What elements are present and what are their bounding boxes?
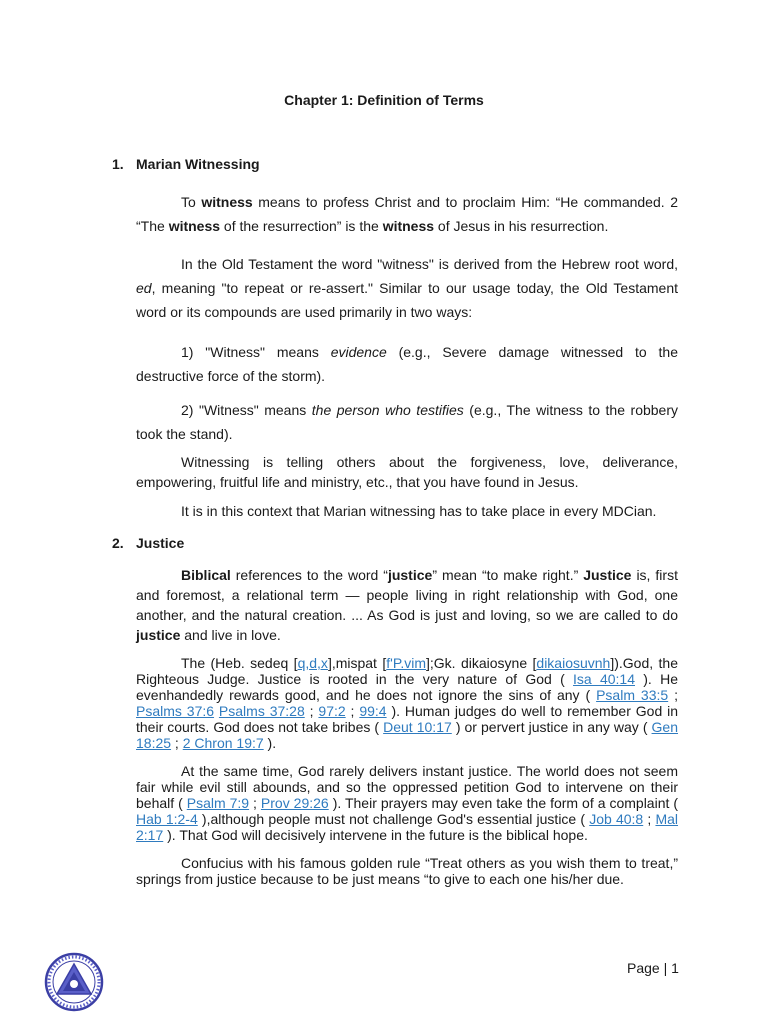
reference-link[interactable]: Isa 40:14 bbox=[573, 671, 635, 687]
section-number: 2. bbox=[112, 535, 124, 551]
paragraph-confucius: Confucius with his famous golden rule “Treat others as you wish them to treat,” springs from justice because to be just means “to give to each one his/her due. bbox=[136, 855, 678, 887]
paragraph-witnessing-telling: Witnessing is telling others about the forgiveness, love, deliverance, empowering, fruitful life and ministry, etc., that you have found in Jesus. bbox=[136, 454, 678, 490]
paragraph-righteous-judge: The (Heb. sedeq [q,d,x],mispat [f'P.vim];Gk. dikaiosyne [dikaiosuvnh]).God, the Righteous Judge. Justice is rooted in the very nature of God ( Isa 40:14 ). He evenhandedly rewards good, and he does not ignore the sins of any ( Psalm 33:5 ; Psalms 37:6 Psalms 37:28 ; 97:2 ; 99:4 ). Human judges do well to remember God in their courts. God does not take bribes ( Deut 10:17 ) or pervert justice in any way ( Gen 18:25 ; 2 Chron 19:7 ). bbox=[136, 655, 679, 751]
section-number: 1. bbox=[112, 156, 124, 172]
reference-link[interactable]: Psalm 7:9 bbox=[186, 795, 250, 811]
reference-link[interactable]: Job 40:8 bbox=[589, 811, 644, 827]
paragraph-marian-context: It is in this context that Marian witnessing has to take place in every MDCian. bbox=[181, 503, 657, 519]
page-number: Page | 1 bbox=[627, 960, 679, 976]
paragraph-witness-person: 2) "Witness" means the person who testifies (e.g., The witness to the robbery took the stand). bbox=[136, 402, 678, 442]
reference-link[interactable]: 99:4 bbox=[359, 703, 387, 719]
reference-link[interactable]: Gen 18:25 bbox=[136, 719, 679, 751]
reference-link[interactable]: Psalm 33:5 bbox=[596, 687, 669, 703]
reference-link[interactable]: Psalms 37:28 bbox=[218, 703, 305, 719]
section-title: Marian Witnessing bbox=[136, 156, 260, 172]
paragraph-witness-evidence: 1) "Witness" means evidence (e.g., Severe damage witnessed to the destructive force of the storm). bbox=[136, 344, 678, 384]
reference-link[interactable]: Hab 1:2-4 bbox=[136, 811, 198, 827]
reference-link[interactable]: f'P.vim bbox=[386, 655, 427, 671]
paragraph-witness-definition: To witness means to profess Christ and to proclaim Him: “He commanded. 2 “The witness of the resurrection” is the witness of Jesus in his resurrection. bbox=[136, 194, 678, 234]
reference-link[interactable]: q,d,x bbox=[297, 655, 328, 671]
organization-seal-icon bbox=[44, 952, 104, 1012]
page-title: Chapter 1: Definition of Terms bbox=[284, 92, 484, 108]
reference-link[interactable]: dikaiosuvnh bbox=[536, 655, 611, 671]
paragraph-biblical-justice: Biblical references to the word “justice” mean “to make right.” Justice is, first and foremost, a relational term — people living in right relationship with God, one another, and the natural creation. ... As God is just and loving, so we are called to do justice and live in love. bbox=[136, 567, 678, 643]
paragraph-old-testament: In the Old Testament the word "witness" is derived from the Hebrew root word, ed, meaning "to repeat or re-assert." Similar to our usage today, the Old Testament word or its compounds are used primarily in two ways: bbox=[136, 256, 678, 320]
reference-link[interactable]: 97:2 bbox=[318, 703, 346, 719]
section-heading-marian-witnessing bbox=[112, 156, 260, 172]
section-title: Justice bbox=[136, 535, 185, 551]
reference-link[interactable]: Mal 2:17 bbox=[136, 811, 679, 843]
reference-link[interactable]: Psalms 37:6 bbox=[136, 703, 215, 719]
section-heading-justice bbox=[112, 535, 184, 551]
paragraph-instant-justice: At the same time, God rarely delivers instant justice. The world does not seem fair while evil still abounds, and so the oppressed petition God to intervene on their behalf ( Psalm 7:9 ; Prov 29:26 ). Their prayers may even take the form of a complaint ( Hab 1:2-4 ),although people must not challenge God's essential justice ( Job 40:8 ; Mal 2:17 ). That God will decisively intervene in the future is the biblical hope. bbox=[136, 763, 679, 843]
reference-link[interactable]: Deut 10:17 bbox=[383, 719, 452, 735]
reference-link[interactable]: Prov 29:26 bbox=[260, 795, 329, 811]
reference-link[interactable]: 2 Chron 19:7 bbox=[182, 735, 264, 751]
